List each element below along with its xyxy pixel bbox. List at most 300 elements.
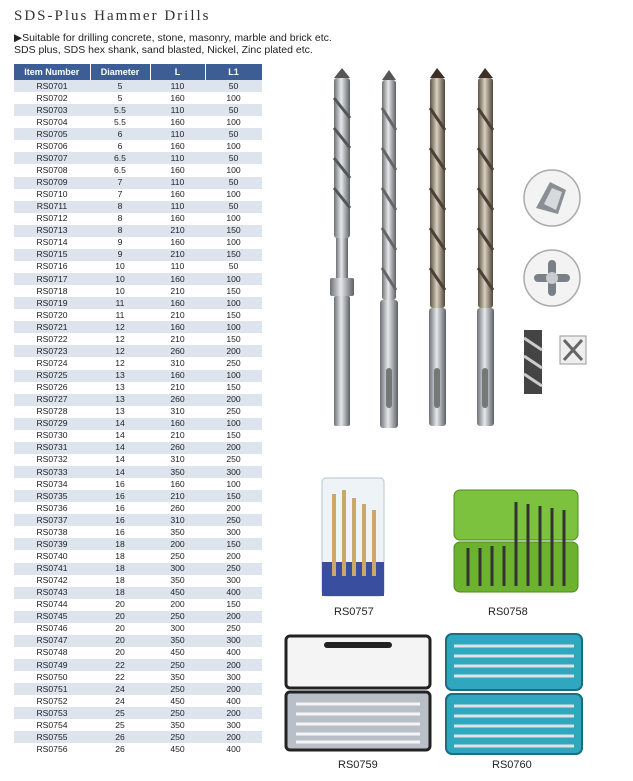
table-row: [14, 563, 262, 575]
table-cell: 160: [150, 321, 205, 333]
table-row: [14, 466, 262, 478]
table-cell: 10: [90, 273, 150, 285]
table-cell: 210: [150, 249, 205, 261]
table-row: [14, 309, 262, 321]
table-cell: RS0731: [14, 442, 90, 454]
table-cell: RS0709: [14, 177, 90, 189]
table-cell: 250: [150, 707, 205, 719]
tip-detail-photo-2: [522, 248, 582, 308]
table-cell: 16: [90, 478, 150, 490]
table-cell: 10: [90, 261, 150, 273]
table-cell: 8: [90, 213, 150, 225]
table-cell: 260: [150, 502, 205, 514]
description-line-2: SDS plus, SDS hex shank, sand blasted, Nickel, Zinc plated etc.: [14, 44, 313, 56]
table-row: [14, 538, 262, 550]
table-cell: 25: [90, 719, 150, 731]
table-cell: 200: [150, 538, 205, 550]
table-cell: RS0708: [14, 164, 90, 176]
table-cell: RS0748: [14, 647, 90, 659]
table-row: [14, 285, 262, 297]
table-cell: 100: [205, 213, 262, 225]
table-cell: 150: [205, 249, 262, 261]
table-cell: 18: [90, 550, 150, 562]
table-cell: 200: [205, 502, 262, 514]
table-cell: 16: [90, 490, 150, 502]
table-cell: 22: [90, 671, 150, 683]
column-header: Item Number: [14, 64, 90, 80]
table-row: [14, 273, 262, 285]
table-cell: 100: [205, 140, 262, 152]
table-cell: 150: [205, 285, 262, 297]
column-header: L: [150, 64, 205, 80]
table-cell: 450: [150, 587, 205, 599]
table-cell: 100: [205, 116, 262, 128]
table-cell: 200: [205, 442, 262, 454]
table-cell: 450: [150, 695, 205, 707]
table-cell: 110: [150, 177, 205, 189]
table-cell: RS0752: [14, 695, 90, 707]
table-cell: 10: [90, 285, 150, 297]
table-row: [14, 683, 262, 695]
table-row: [14, 213, 262, 225]
table-cell: 160: [150, 116, 205, 128]
table-cell: RS0719: [14, 297, 90, 309]
table-cell: 11: [90, 297, 150, 309]
table-cell: 12: [90, 333, 150, 345]
table-row: [14, 635, 262, 647]
table-cell: 350: [150, 466, 205, 478]
table-cell: 13: [90, 370, 150, 382]
table-cell: 6.5: [90, 152, 150, 164]
table-cell: RS0726: [14, 382, 90, 394]
table-cell: 350: [150, 575, 205, 587]
table-row: [14, 128, 262, 140]
table-cell: 7: [90, 177, 150, 189]
table-cell: 150: [205, 490, 262, 502]
table-cell: RS0715: [14, 249, 90, 261]
table-row: [14, 599, 262, 611]
table-row: [14, 611, 262, 623]
table-cell: 400: [205, 587, 262, 599]
table-cell: RS0728: [14, 406, 90, 418]
table-header-row: [14, 64, 262, 80]
table-cell: 150: [205, 225, 262, 237]
table-cell: RS0742: [14, 575, 90, 587]
table-cell: 13: [90, 394, 150, 406]
table-cell: 210: [150, 430, 205, 442]
table-row: [14, 659, 262, 671]
table-cell: 14: [90, 442, 150, 454]
table-cell: RS0730: [14, 430, 90, 442]
table-row: [14, 345, 262, 357]
table-cell: RS0703: [14, 104, 90, 116]
table-cell: 350: [150, 719, 205, 731]
table-cell: 50: [205, 80, 262, 92]
table-cell: 250: [205, 406, 262, 418]
table-cell: 300: [205, 671, 262, 683]
table-cell: 26: [90, 743, 150, 755]
caption-rs0760: RS0760: [492, 759, 532, 771]
table-row: [14, 478, 262, 490]
table-row: [14, 550, 262, 562]
table-cell: 350: [150, 671, 205, 683]
teal-case-photo: [444, 632, 584, 758]
column-header: Diameter: [90, 64, 150, 80]
table-cell: 250: [205, 357, 262, 369]
table-cell: 210: [150, 382, 205, 394]
table-cell: 14: [90, 430, 150, 442]
table-cell: 250: [150, 731, 205, 743]
table-cell: RS0717: [14, 273, 90, 285]
table-cell: 250: [205, 623, 262, 635]
table-cell: RS0732: [14, 454, 90, 466]
table-cell: 18: [90, 538, 150, 550]
table-cell: 20: [90, 635, 150, 647]
table-row: [14, 707, 262, 719]
table-cell: RS0750: [14, 671, 90, 683]
table-cell: 160: [150, 297, 205, 309]
table-cell: 24: [90, 695, 150, 707]
table-row: [14, 394, 262, 406]
table-cell: 100: [205, 478, 262, 490]
table-cell: 14: [90, 466, 150, 478]
table-cell: RS0711: [14, 201, 90, 213]
table-row: [14, 152, 262, 164]
table-cell: 160: [150, 189, 205, 201]
table-cell: 100: [205, 418, 262, 430]
table-cell: RS0753: [14, 707, 90, 719]
table-row: [14, 382, 262, 394]
table-cell: 210: [150, 285, 205, 297]
table-cell: RS0704: [14, 116, 90, 128]
table-cell: 350: [150, 635, 205, 647]
table-cell: 7: [90, 189, 150, 201]
table-cell: 6: [90, 128, 150, 140]
table-cell: RS0749: [14, 659, 90, 671]
table-cell: 20: [90, 647, 150, 659]
table-cell: 50: [205, 177, 262, 189]
table-cell: 210: [150, 225, 205, 237]
table-cell: 11: [90, 309, 150, 321]
description: [14, 32, 332, 56]
table-cell: 50: [205, 128, 262, 140]
table-cell: 160: [150, 370, 205, 382]
table-row: [14, 189, 262, 201]
table-cell: 200: [205, 550, 262, 562]
silver-case-photo: [284, 634, 432, 754]
table-row: [14, 116, 262, 128]
table-cell: RS0747: [14, 635, 90, 647]
table-cell: 50: [205, 201, 262, 213]
table-cell: 5.5: [90, 116, 150, 128]
table-cell: RS0734: [14, 478, 90, 490]
table-cell: 100: [205, 321, 262, 333]
table-cell: 18: [90, 587, 150, 599]
table-cell: 100: [205, 164, 262, 176]
table-cell: RS0735: [14, 490, 90, 502]
table-cell: 6.5: [90, 164, 150, 176]
table-cell: 9: [90, 249, 150, 261]
table-row: [14, 514, 262, 526]
table-cell: 250: [150, 550, 205, 562]
table-cell: RS0712: [14, 213, 90, 225]
table-row: [14, 647, 262, 659]
drill-bit-4: [477, 68, 494, 426]
table-cell: 25: [90, 707, 150, 719]
caption-rs0758: RS0758: [488, 606, 528, 618]
table-row: [14, 321, 262, 333]
table-cell: 50: [205, 152, 262, 164]
table-cell: 210: [150, 333, 205, 345]
table-cell: RS0716: [14, 261, 90, 273]
table-cell: 400: [205, 647, 262, 659]
column-header: L1: [205, 64, 262, 80]
table-cell: 250: [150, 659, 205, 671]
table-cell: 250: [150, 683, 205, 695]
table-cell: 14: [90, 418, 150, 430]
table-cell: 12: [90, 345, 150, 357]
table-cell: 200: [205, 611, 262, 623]
table-cell: 13: [90, 382, 150, 394]
table-cell: 110: [150, 152, 205, 164]
table-cell: 8: [90, 201, 150, 213]
table-cell: 300: [205, 635, 262, 647]
table-cell: RS0741: [14, 563, 90, 575]
table-cell: RS0754: [14, 719, 90, 731]
table-row: [14, 418, 262, 430]
table-cell: RS0745: [14, 611, 90, 623]
table-cell: 110: [150, 80, 205, 92]
table-cell: 100: [205, 273, 262, 285]
table-cell: 100: [205, 92, 262, 104]
table-cell: RS0729: [14, 418, 90, 430]
table-cell: RS0755: [14, 731, 90, 743]
table-row: [14, 80, 262, 92]
table-row: [14, 177, 262, 189]
table-cell: RS0705: [14, 128, 90, 140]
table-row: [14, 454, 262, 466]
table-cell: RS0721: [14, 321, 90, 333]
table-cell: RS0713: [14, 225, 90, 237]
table-cell: 200: [205, 683, 262, 695]
table-cell: 350: [150, 526, 205, 538]
table-row: [14, 261, 262, 273]
tip-detail-photo-3: [518, 330, 590, 396]
table-row: [14, 719, 262, 731]
table-cell: RS0746: [14, 623, 90, 635]
table-row: [14, 164, 262, 176]
table-cell: RS0706: [14, 140, 90, 152]
table-cell: RS0718: [14, 285, 90, 297]
table-cell: 20: [90, 623, 150, 635]
table-cell: RS0723: [14, 345, 90, 357]
table-cell: 310: [150, 454, 205, 466]
table-cell: 250: [205, 514, 262, 526]
table-cell: 310: [150, 514, 205, 526]
description-line-1: ▶Suitable for drilling concrete, stone, masonry, marble and brick etc.: [14, 32, 332, 44]
page-title: SDS-Plus Hammer Drills: [14, 8, 211, 24]
table-row: [14, 743, 262, 755]
table-cell: 300: [205, 466, 262, 478]
table-cell: 110: [150, 261, 205, 273]
table-cell: 150: [205, 333, 262, 345]
table-row: [14, 575, 262, 587]
table-row: [14, 357, 262, 369]
table-row: [14, 92, 262, 104]
table-cell: 20: [90, 599, 150, 611]
caption-rs0759: RS0759: [338, 759, 378, 771]
table-cell: 50: [205, 104, 262, 116]
table-cell: 200: [205, 731, 262, 743]
drill-bit-1: [330, 68, 354, 426]
table-cell: 100: [205, 370, 262, 382]
table-cell: 160: [150, 418, 205, 430]
table-cell: 260: [150, 345, 205, 357]
table-row: [14, 249, 262, 261]
table-cell: RS0743: [14, 587, 90, 599]
table-row: [14, 695, 262, 707]
table-cell: 150: [205, 599, 262, 611]
table-cell: 200: [205, 394, 262, 406]
table-cell: RS0739: [14, 538, 90, 550]
table-cell: RS0724: [14, 357, 90, 369]
table-cell: 110: [150, 104, 205, 116]
table-cell: 50: [205, 261, 262, 273]
table-cell: RS0714: [14, 237, 90, 249]
table-row: [14, 731, 262, 743]
table-cell: 12: [90, 321, 150, 333]
table-cell: 400: [205, 695, 262, 707]
drill-set-box-photo: [320, 476, 386, 600]
table-row: [14, 297, 262, 309]
table-cell: 160: [150, 273, 205, 285]
table-cell: 300: [205, 575, 262, 587]
table-row: [14, 104, 262, 116]
table-cell: 160: [150, 164, 205, 176]
table-cell: 110: [150, 128, 205, 140]
table-cell: 150: [205, 382, 262, 394]
table-body: [14, 80, 262, 756]
table-cell: 26: [90, 731, 150, 743]
table-cell: RS0707: [14, 152, 90, 164]
table-cell: 12: [90, 357, 150, 369]
table-cell: RS0722: [14, 333, 90, 345]
drill-bit-3: [429, 68, 446, 426]
table-cell: RS0751: [14, 683, 90, 695]
table-cell: 100: [205, 297, 262, 309]
table-cell: RS0725: [14, 370, 90, 382]
table-cell: 200: [205, 707, 262, 719]
table-cell: 5.5: [90, 104, 150, 116]
table-cell: 150: [205, 430, 262, 442]
table-cell: 260: [150, 394, 205, 406]
table-cell: 16: [90, 514, 150, 526]
table-cell: 300: [205, 719, 262, 731]
table-cell: 150: [205, 309, 262, 321]
table-cell: 5: [90, 80, 150, 92]
tip-detail-photo-1: [522, 168, 582, 228]
table-cell: 16: [90, 526, 150, 538]
table-cell: 160: [150, 237, 205, 249]
table-cell: 310: [150, 357, 205, 369]
table-row: [14, 587, 262, 599]
table-cell: 210: [150, 490, 205, 502]
table-cell: 160: [150, 213, 205, 225]
table-cell: 160: [150, 92, 205, 104]
table-cell: 450: [150, 743, 205, 755]
table-row: [14, 442, 262, 454]
table-cell: 210: [150, 309, 205, 321]
spec-table: [14, 64, 263, 756]
table-row: [14, 333, 262, 345]
table-cell: 110: [150, 201, 205, 213]
table-cell: 150: [205, 538, 262, 550]
table-cell: RS0733: [14, 466, 90, 478]
table-cell: 8: [90, 225, 150, 237]
table-cell: 14: [90, 454, 150, 466]
green-case-photo: [452, 486, 580, 598]
table-cell: 310: [150, 406, 205, 418]
table-cell: 9: [90, 237, 150, 249]
table-row: [14, 671, 262, 683]
table-cell: 200: [205, 659, 262, 671]
table-cell: 200: [205, 345, 262, 357]
table-cell: RS0738: [14, 526, 90, 538]
table-cell: 100: [205, 189, 262, 201]
table-cell: 250: [150, 611, 205, 623]
table-cell: 300: [205, 526, 262, 538]
table-row: [14, 406, 262, 418]
table-cell: 160: [150, 478, 205, 490]
table-row: [14, 623, 262, 635]
table-cell: 300: [150, 623, 205, 635]
table-cell: 100: [205, 237, 262, 249]
table-cell: 20: [90, 611, 150, 623]
table-cell: 18: [90, 563, 150, 575]
table-cell: RS0736: [14, 502, 90, 514]
table-cell: 18: [90, 575, 150, 587]
table-cell: RS0756: [14, 743, 90, 755]
table-cell: 24: [90, 683, 150, 695]
table-row: [14, 430, 262, 442]
table-cell: 160: [150, 140, 205, 152]
table-cell: RS0744: [14, 599, 90, 611]
table-cell: RS0727: [14, 394, 90, 406]
table-cell: RS0710: [14, 189, 90, 201]
table-row: [14, 370, 262, 382]
table-row: [14, 526, 262, 538]
table-row: [14, 490, 262, 502]
table-row: [14, 237, 262, 249]
table-cell: 16: [90, 502, 150, 514]
table-row: [14, 225, 262, 237]
table-cell: 260: [150, 442, 205, 454]
table-cell: 200: [150, 599, 205, 611]
drill-bit-2: [380, 70, 398, 428]
table-cell: 22: [90, 659, 150, 671]
table-row: [14, 140, 262, 152]
table-cell: RS0720: [14, 309, 90, 321]
table-row: [14, 502, 262, 514]
table-cell: 250: [205, 454, 262, 466]
table-cell: 400: [205, 743, 262, 755]
caption-rs0757: RS0757: [334, 606, 374, 618]
table-cell: 5: [90, 92, 150, 104]
table-cell: RS0702: [14, 92, 90, 104]
table-cell: RS0740: [14, 550, 90, 562]
table-cell: 250: [205, 563, 262, 575]
table-cell: RS0701: [14, 80, 90, 92]
